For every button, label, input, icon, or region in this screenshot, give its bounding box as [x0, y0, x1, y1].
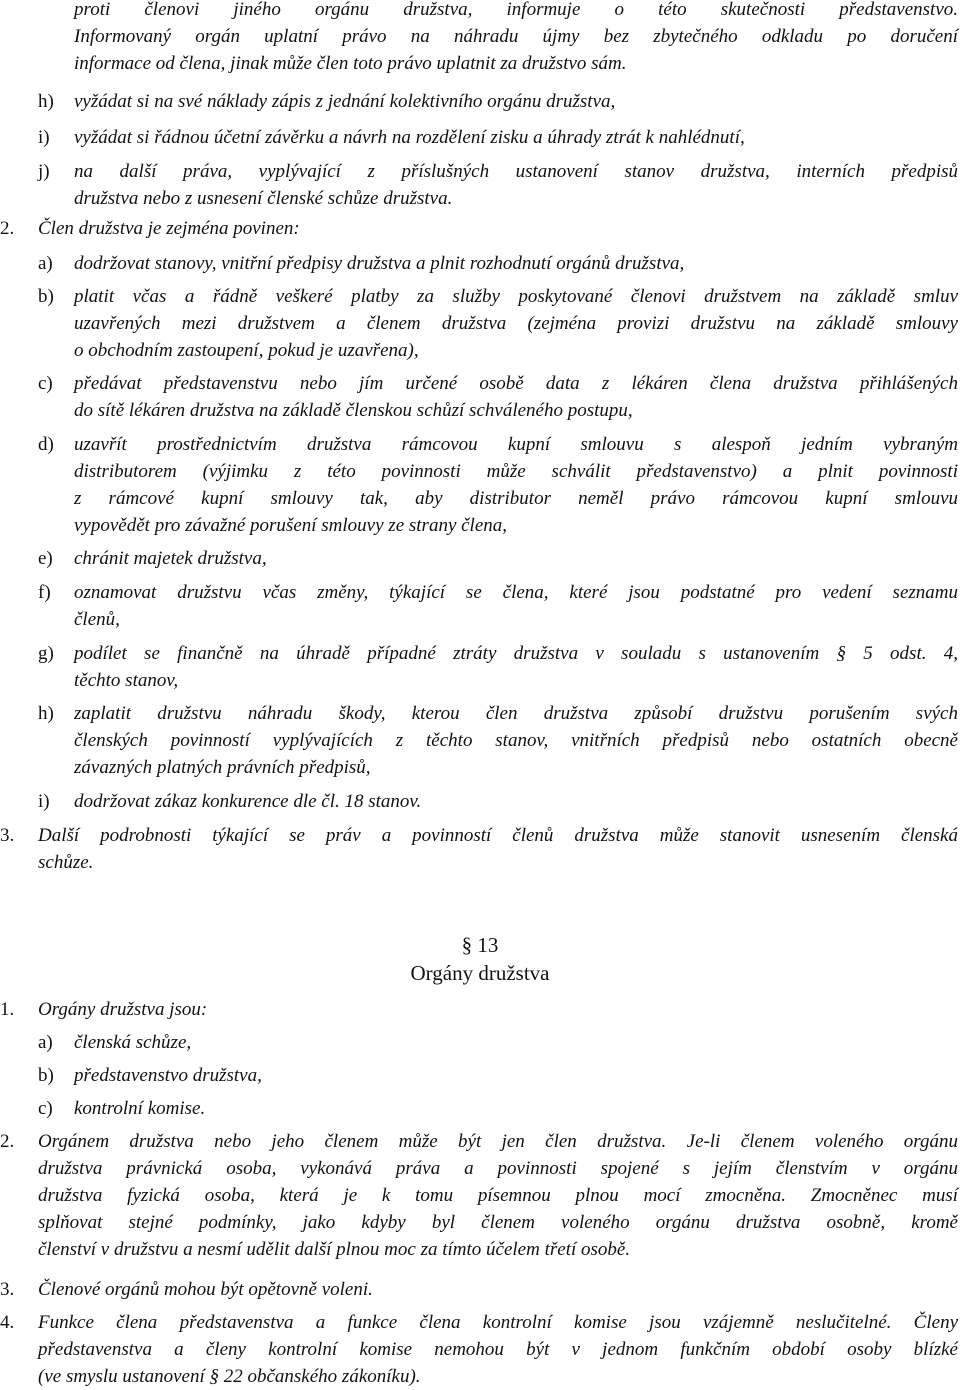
section-number: 1.: [0, 999, 15, 1020]
section-text: představenstva a členy kontrolní komise nemohou být v jednom funkčním období osoby blízké: [38, 1339, 958, 1360]
section-number: 3.: [0, 1279, 15, 1300]
item-text: členských povinností vyplývajících z těchto stanov, vnitřních předpisů nebo ostatních obecně: [74, 730, 958, 751]
item-label: c): [38, 1098, 53, 1119]
section-text: Další podrobnosti týkající se práv a povinností členů družstva může stanovit usnesením členská: [38, 825, 958, 846]
item-label: b): [38, 286, 54, 307]
item-label: b): [38, 1065, 54, 1086]
continuation-line: proti členovi jiného orgánu družstva, informuje o této skutečnosti představenstvo.: [74, 0, 958, 20]
section-symbol: § 13: [461, 933, 499, 957]
item-text: zaplatit družstvu náhradu škody, kterou člen družstva způsobí družstvu porušením svých: [74, 703, 958, 724]
item-text: představenstvo družstva,: [74, 1065, 262, 1086]
section-heading: Orgány družstva: [410, 961, 550, 985]
section-number: 3.: [0, 825, 15, 846]
item-label: h): [38, 91, 54, 112]
item-text: vyžádat si na své náklady zápis z jednání kolektivního orgánu družstva,: [74, 91, 616, 112]
section-text: Členové orgánů mohou být opětovně voleni.: [38, 1279, 373, 1300]
item-text: chránit majetek družstva,: [74, 548, 267, 569]
section-lead: Orgány družstva jsou:: [38, 999, 208, 1020]
item-text: platit včas a řádně veškeré platby za služby poskytované členovi družstvem na základě smluv: [74, 286, 958, 307]
item-label: d): [38, 434, 54, 455]
item-text: vyžádat si řádnou účetní závěrku a návrh na rozdělení zisku a úhrady ztrát k nahlédnutí,: [74, 127, 745, 148]
item-text: závazných platných právních předpisů,: [74, 757, 371, 778]
item-text: uzavřených mezi družstvem a členem družstva (zejména provizi družstvu na základě smlouvy: [74, 313, 958, 334]
item-text: o obchodním zastoupení, pokud je uzavřena),: [74, 340, 419, 361]
item-label: j): [38, 161, 50, 182]
item-label: e): [38, 548, 53, 569]
item-text: kontrolní komise.: [74, 1098, 206, 1119]
item-label: g): [38, 643, 54, 664]
item-text: oznamovat družstvu včas změny, týkající se člena, které jsou podstatné pro vedení seznamu: [74, 582, 958, 603]
item-label: a): [38, 1032, 53, 1053]
section-text: družstva právnická osoba, vykonává práva a povinnosti spojené s jejím členstvím v orgánu: [38, 1158, 958, 1179]
item-text: do sítě lékáren družstva na základě členskou schůzí schváleného postupu,: [74, 400, 633, 421]
section-text: schůze.: [38, 852, 94, 873]
continuation-line: informace od člena, jinak může člen toto právo uplatnit za družstvo sám.: [74, 53, 627, 74]
section-number: 4.: [0, 1312, 15, 1333]
item-text: dodržovat stanovy, vnitřní předpisy družstva a plnit rozhodnutí orgánů družstva,: [74, 253, 685, 274]
item-text: vypovědět pro závažné porušení smlouvy ze strany člena,: [74, 515, 508, 536]
section-text: (ve smyslu ustanovení § 22 občanského zákoníku).: [38, 1366, 421, 1387]
item-text: podílet se finančně na úhradě případné ztráty družstva v souladu s ustanovením § 5 odst. 4,: [74, 643, 958, 664]
continuation-line: Informovaný orgán uplatní právo na náhradu újmy bez zbytečného odkladu po doručení: [74, 26, 958, 47]
section-number: 2.: [0, 218, 15, 239]
section-text: členství v družstvu a nesmí udělit další plnou moc za tímto účelem třetí osobě.: [38, 1239, 631, 1260]
item-text: z rámcové kupní smlouvy tak, aby distributor neměl právo rámcovou kupní smlouvu: [74, 488, 958, 509]
section-text: splňovat stejné podmínky, jako kdyby byl členem voleného orgánu družstva osobně, kromě: [38, 1212, 958, 1233]
item-label: h): [38, 703, 54, 724]
item-text: distributorem (výjimku z této povinnosti může schválit představenstvo) a plnit povinnosti: [74, 461, 958, 482]
section-text: Orgánem družstva nebo jeho členem může být jen člen družstva. Je-li členem voleného orgánu: [38, 1131, 958, 1152]
section-number: 2.: [0, 1131, 15, 1152]
item-text: předávat představenstvu nebo jím určené osobě data z lékáren člena družstva přihlášených: [74, 373, 958, 394]
item-text: členů,: [74, 609, 120, 630]
item-text: družstva nebo z usnesení členské schůze družstva.: [74, 188, 453, 209]
item-text: dodržovat zákaz konkurence dle čl. 18 stanov.: [74, 791, 422, 812]
item-label: i): [38, 791, 50, 812]
item-label: i): [38, 127, 50, 148]
item-label: f): [38, 582, 51, 603]
section-text: Funkce člena představenstva a funkce člena kontrolní komise jsou vzájemně neslučitelné. Členy: [38, 1312, 958, 1333]
item-text: těchto stanov,: [74, 670, 179, 691]
section-lead: Člen družstva je zejména povinen:: [38, 218, 300, 239]
item-label: a): [38, 253, 53, 274]
item-text: na další práva, vyplývající z příslušných ustanovení stanov družstva, interních předpisů: [74, 161, 958, 182]
item-text: uzavřít prostřednictvím družstva rámcovou kupní smlouvu s alespoň jedním vybraným: [74, 434, 958, 455]
item-text: členská schůze,: [74, 1032, 192, 1053]
section-text: družstva fyzická osoba, která je k tomu písemnou plnou mocí zmocněna. Zmocněnec musí: [38, 1185, 958, 1206]
item-label: c): [38, 373, 53, 394]
